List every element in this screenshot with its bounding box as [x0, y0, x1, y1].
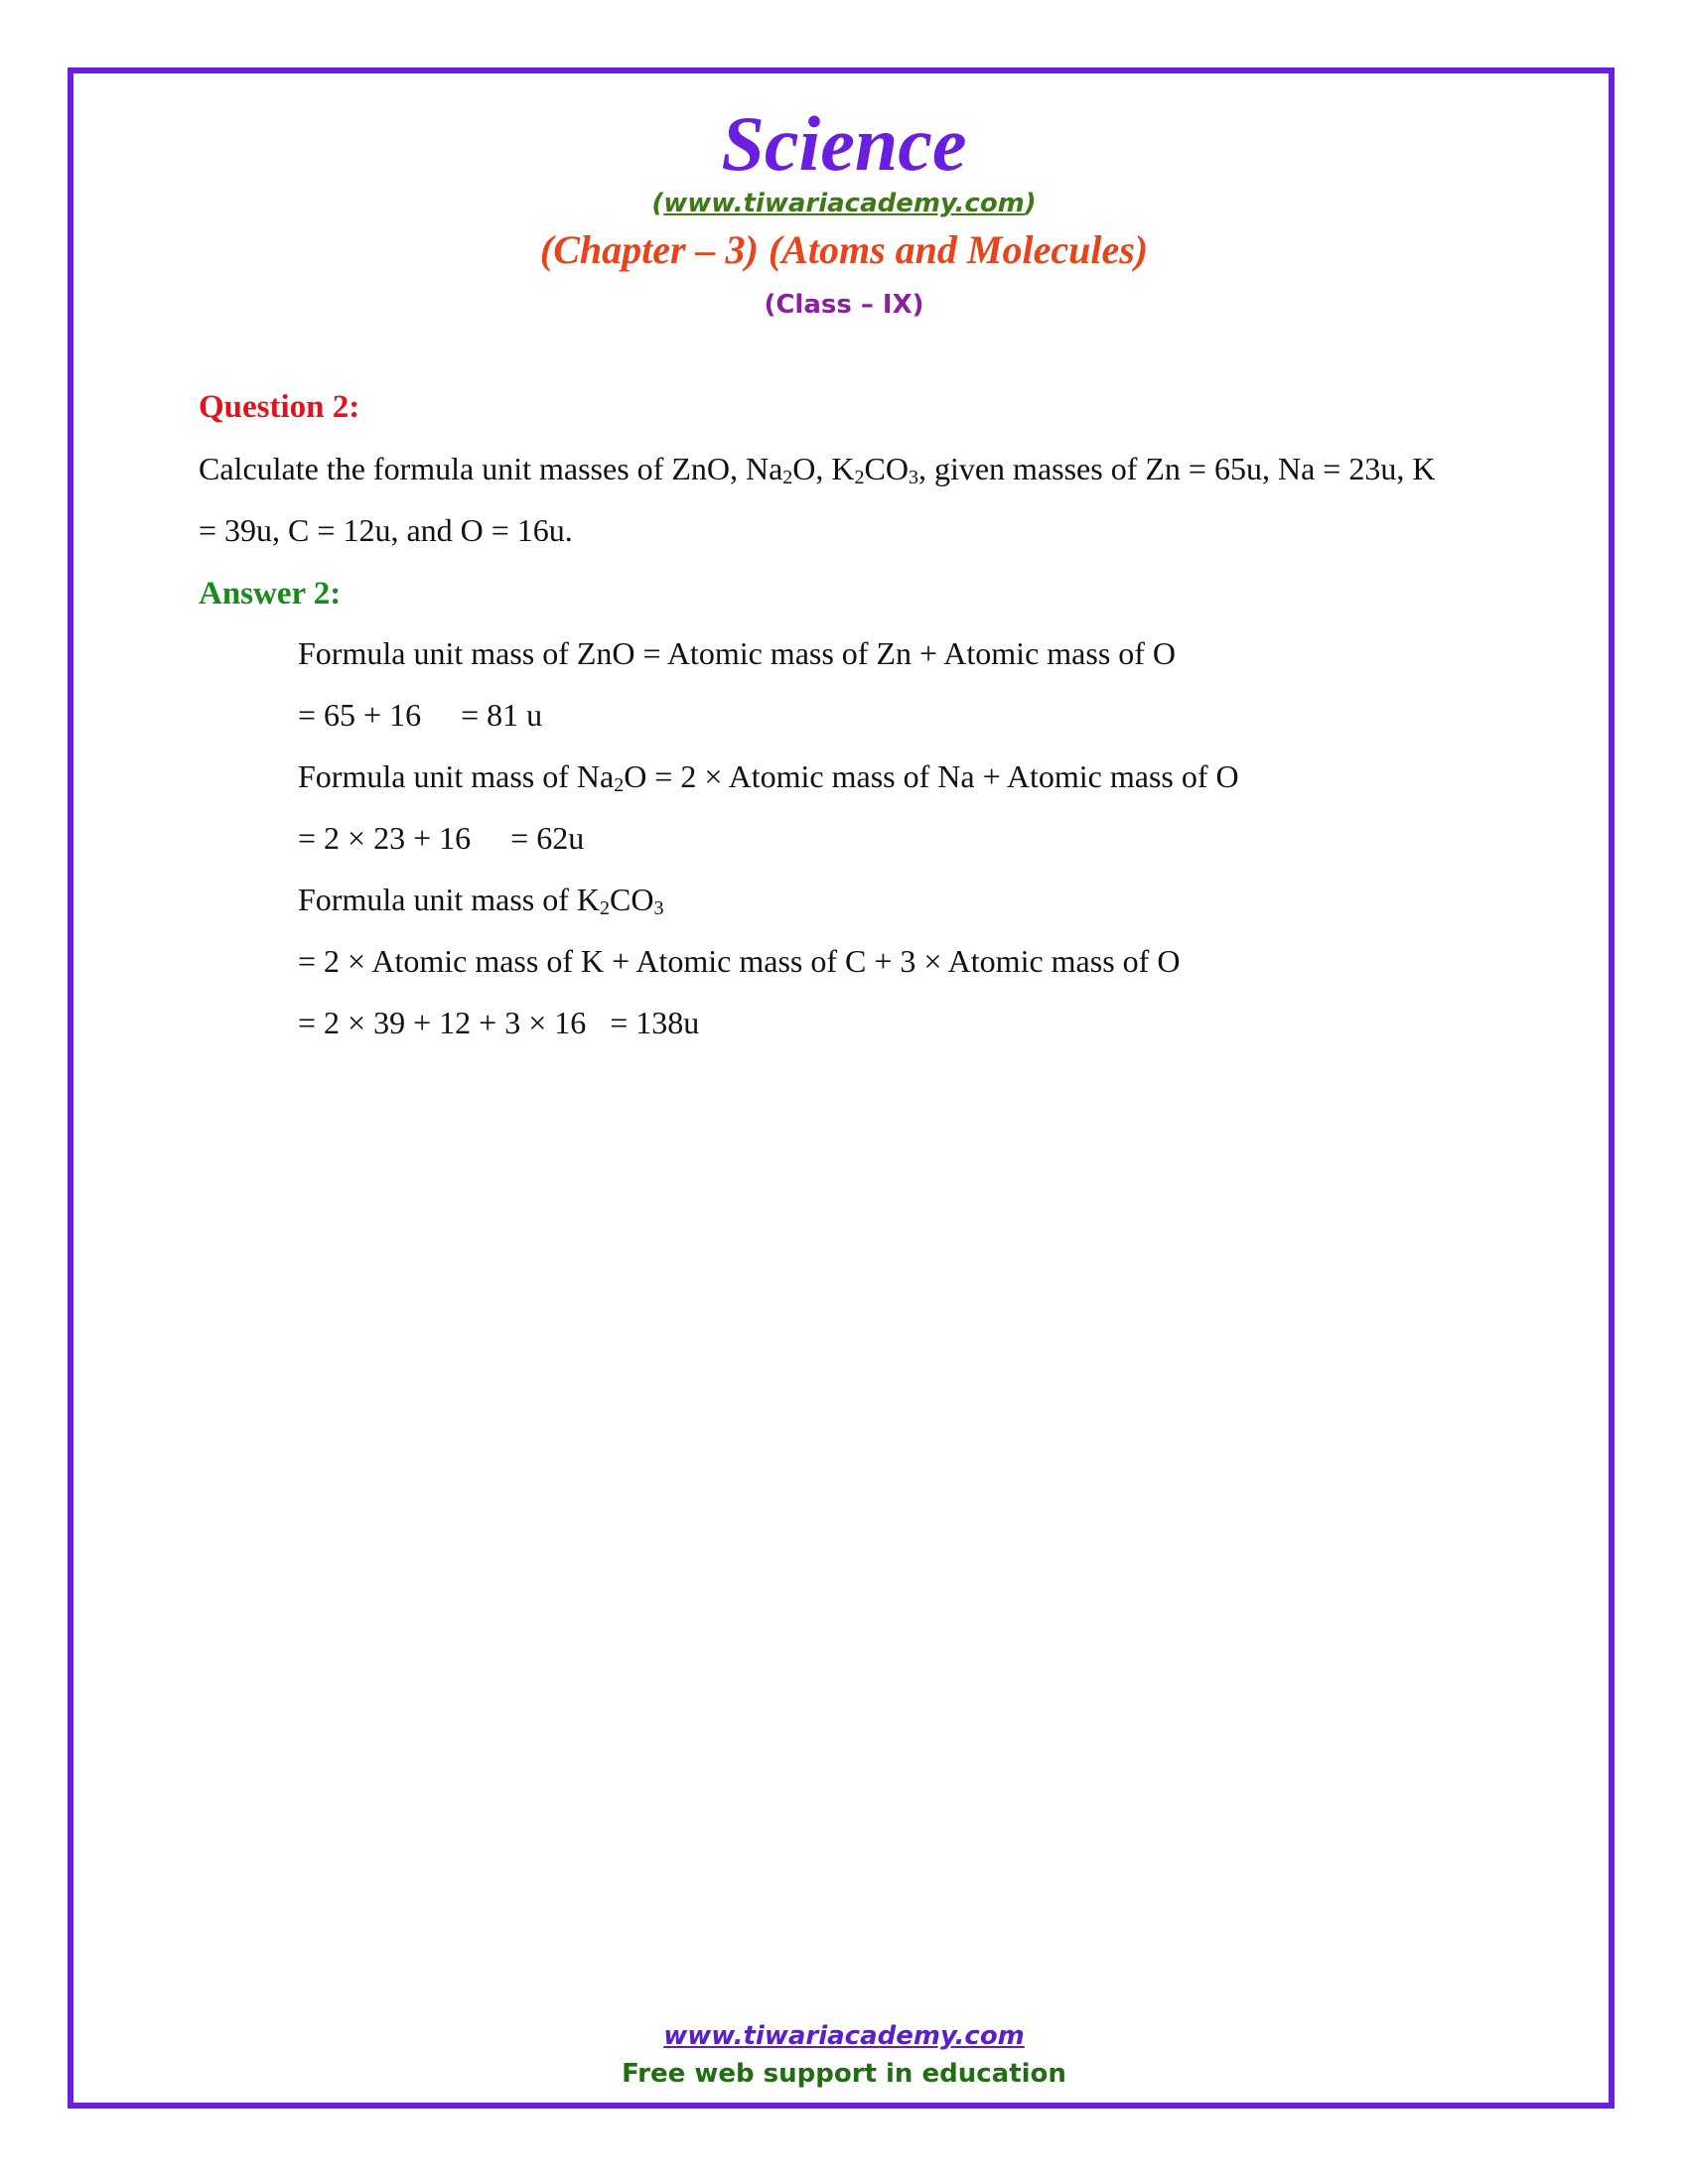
header-website-link[interactable]: www.tiwariacademy.com	[663, 189, 1025, 218]
header-website: (www.tiwariacademy.com)	[651, 189, 1037, 218]
answer-na2o-formula: Formula unit mass of Na2O = 2 × Atomic mass of Na + Atomic mass of O	[298, 758, 1239, 796]
page-border	[68, 68, 1615, 2109]
page-title: Science	[721, 100, 967, 187]
answer-zno-calculation: = 65 + 16 = 81 u	[298, 697, 543, 733]
answer-na2o-calculation: = 2 × 23 + 16 = 62u	[298, 820, 585, 856]
answer-k2co3-calculation: = 2 × 39 + 12 + 3 × 16 = 138u	[298, 1005, 700, 1040]
answer-label: Answer 2:	[199, 576, 342, 612]
footer-tagline: Free web support in education	[622, 2059, 1066, 2089]
question-label: Question 2:	[199, 389, 360, 425]
chapter-heading: (Chapter – 3) (Atoms and Molecules)	[539, 227, 1149, 272]
answer-k2co3-formula: = 2 × Atomic mass of K + Atomic mass of C + 3 × Atomic mass of O	[298, 943, 1181, 979]
answer-k2co3-heading: Formula unit mass of K2CO3	[298, 882, 664, 919]
class-heading: (Class – IX)	[764, 290, 924, 320]
answer-zno-formula: Formula unit mass of ZnO = Atomic mass of Zn + Atomic mass of O	[298, 635, 1177, 671]
question-text-line-1: Calculate the formula unit masses of ZnO, Na2O, K2CO3, given masses of Zn = 65u, Na = 23u, K	[199, 451, 1436, 488]
question-text-line-2: = 39u, C = 12u, and O = 16u.	[199, 512, 573, 548]
footer-website-link[interactable]: www.tiwariacademy.com	[663, 2021, 1025, 2051]
